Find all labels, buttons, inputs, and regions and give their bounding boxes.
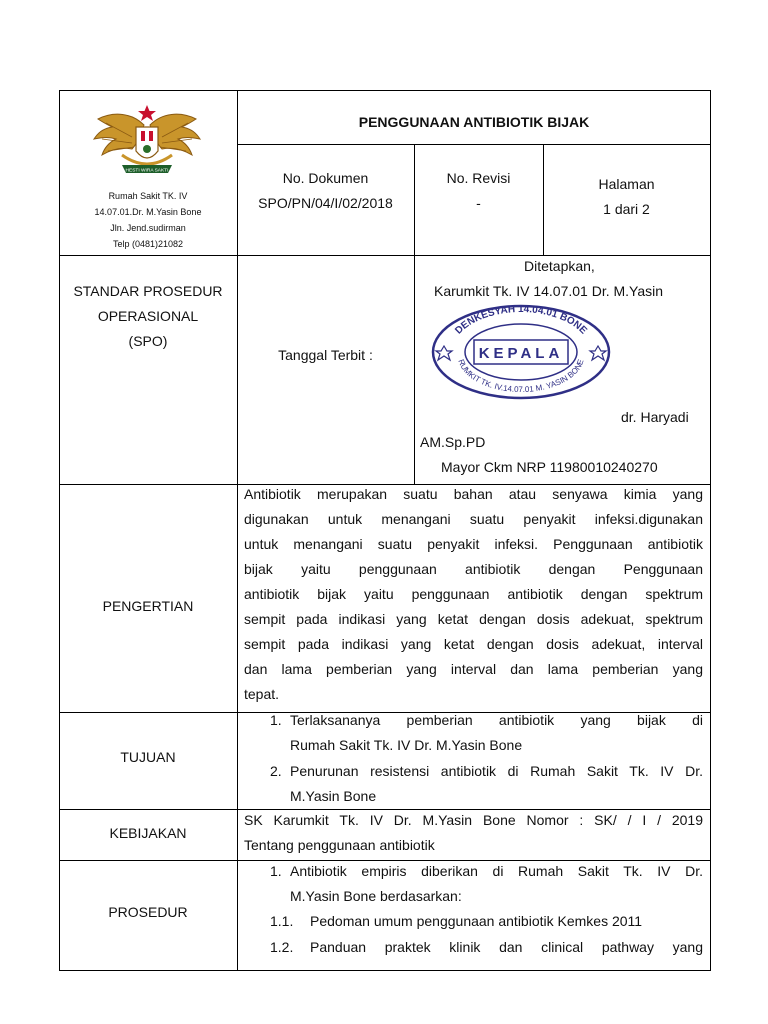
pengertian-line: digunakan untuk menangani suatu penyakit infeksi.digunakan (244, 511, 703, 527)
tujuan-label: TUJUAN (120, 749, 176, 765)
tujuan-item-2-line-2: M.Yasin Bone (290, 788, 377, 804)
header-divider (237, 144, 711, 145)
row-divider-1 (59, 255, 711, 256)
prosedur-item-1-number: 1. (270, 863, 282, 879)
prosedur-sub-1-text: Pedoman umum penggunaan antibiotik Kemkes 2011 (310, 913, 643, 929)
logo-motto: HESTI WIRA SAKTI (125, 168, 169, 174)
table-border-right (710, 90, 711, 971)
kebijakan-line-2: Tentang penggunaan antibiotik (244, 837, 435, 853)
kebijakan-line-1: SK Karumkit Tk. IV Dr. M.Yasin Bone Nomor : SK/ / I / 2019 (244, 812, 703, 828)
column-divider (237, 90, 238, 971)
pengertian-line: dan lama pemberian yang interval dan lama pemberian yang (244, 661, 703, 677)
hospital-name: Rumah Sakit TK. IV (108, 191, 188, 201)
stamp-top-text: DENKESYAH 14.04.01 BONE (453, 304, 589, 337)
tanggal-terbit-label: Tanggal Terbit : (278, 347, 373, 363)
stamp-center-text: KEPALA (478, 345, 564, 362)
table-border-top (59, 90, 711, 91)
prosedur-item-1-line-2: M.Yasin Bone berdasarkan: (290, 888, 462, 904)
hospital-address: Jln. Jend.sudirman (110, 223, 186, 233)
prosedur-label: PROSEDUR (108, 904, 188, 920)
stamp-star-right-icon (590, 346, 606, 360)
official-stamp (430, 302, 612, 402)
table-border-bottom (59, 970, 711, 971)
pengertian-line: untuk menangani suatu penyakit infeksi. Penggunaan antibiotik (244, 536, 703, 552)
prosedur-sub-1-number: 1.1. (270, 913, 294, 929)
prosedur-sub-2-text: Panduan praktek klinik dan clinical pathway yang (310, 939, 703, 955)
signer-name-2: AM.Sp.PD (420, 434, 486, 450)
pengertian-label: PENGERTIAN (102, 598, 194, 614)
no-dokumen-value: SPO/PN/04/I/02/2018 (258, 195, 393, 211)
page-title: PENGGUNAAN ANTIBIOTIK BIJAK (358, 114, 590, 130)
spo-line-3: (SPO) (128, 333, 168, 349)
tujuan-item-2-line-1: Penurunan resistensi antibiotik di Rumah Sakit Tk. IV Dr. (290, 763, 703, 779)
halaman-value: 1 dari 2 (603, 201, 650, 217)
tujuan-item-2-number: 2. (270, 763, 282, 779)
no-dokumen-label: No. Dokumen (282, 170, 369, 186)
spo-line-2: OPERASIONAL (97, 308, 199, 324)
pengertian-line: tepat. (244, 686, 280, 702)
spo-line-1: STANDAR PROSEDUR (73, 283, 223, 299)
pengertian-line: sempit pada indikasi yang ketat dengan dosis adekuat, spektrum (244, 611, 703, 627)
tujuan-item-1-line-2: Rumah Sakit Tk. IV Dr. M.Yasin Bone (290, 737, 523, 753)
pengertian-line: Antibiotik merupakan suatu bahan atau senyawa kimia yang (244, 486, 703, 502)
pengertian-line: sempit pada indikasi yang ketat dengan dosis adekuat, interval (244, 636, 703, 652)
pengertian-line: bijak yaitu penggunaan antibiotik dengan Penggunaan (244, 561, 703, 577)
tujuan-item-1-number: 1. (270, 712, 282, 728)
no-revisi-label: No. Revisi (446, 170, 511, 186)
svg-text:DENKESYAH 14.04.01 BONE (453, 304, 589, 337)
pengertian-line: antibiotik bijak yaitu penggunaan antibiotik dengan spektrum (244, 586, 703, 602)
tujuan-item-1-line-1: Terlaksananya pemberian antibiotik yang bijak di (290, 712, 703, 728)
pengertian-text (244, 482, 703, 707)
halaman-label: Halaman (598, 176, 655, 192)
hospital-phone: Telp (0481)21082 (112, 239, 184, 249)
no-revisi-value: - (476, 195, 481, 211)
prosedur-item-1-line-1: Antibiotik empiris diberikan di Rumah Sakit Tk. IV Dr. (290, 863, 703, 879)
ditetapkan-text: Ditetapkan, (524, 258, 595, 274)
kebijakan-label: KEBIJAKAN (109, 825, 187, 841)
hospital-emblem-logo (92, 103, 202, 181)
stamp-star-left-icon (436, 346, 452, 360)
karumkit-text: Karumkit Tk. IV 14.07.01 Dr. M.Yasin (434, 283, 664, 299)
hospital-code: 14.07.01.Dr. M.Yasin Bone (94, 207, 202, 217)
prosedur-sub-2-number: 1.2. (270, 939, 294, 955)
signer-rank: Mayor Ckm NRP 11980010240270 (441, 459, 658, 475)
stamp-bottom-text: RUMKIT TK. IV.14.07.01 M. YASIN BONE (456, 358, 586, 395)
signer-name-1: dr. Haryadi (621, 409, 689, 425)
hospital-info (60, 188, 236, 252)
